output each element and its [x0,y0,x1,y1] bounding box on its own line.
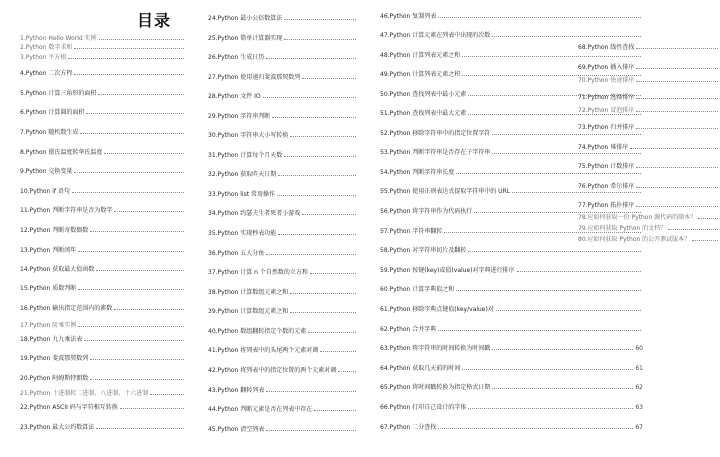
toc-entry[interactable] [380,11,643,20]
toc-entry-title: 39.Python 计算数组元素之和 [208,308,289,315]
dot-leader [68,58,184,59]
toc-entry[interactable] [20,147,186,156]
dot-leader [438,17,641,18]
toc-entry[interactable] [20,186,186,195]
toc-entry[interactable] [380,363,643,372]
toc-entry-title: 16.Python 输出指定范围内的素数 [20,305,113,312]
toc-entry-title: 57.Python 字符串翻转 [380,228,443,235]
toc-entry-title: 17.Python 阶乘实例 [20,322,77,329]
dot-leader [636,48,718,49]
dot-leader [636,81,718,82]
dot-leader [266,430,356,431]
toc-entry[interactable] [20,245,186,254]
dot-leader [456,173,641,174]
toc-entry[interactable] [208,248,358,257]
toc-entry[interactable] [20,127,186,136]
toc-entry[interactable] [20,52,186,61]
toc-entry[interactable] [578,75,720,84]
toc-entry[interactable] [380,30,643,39]
toc-entry-title: 35.Python 实现秒表功能 [208,230,277,237]
toc-entry-title: 36.Python 五人分鱼 [208,250,265,257]
toc-entry[interactable] [208,404,358,413]
dot-leader [98,94,184,95]
toc-entry-title: 4.Python 二次方程 [20,70,73,77]
toc-entry[interactable] [578,42,720,51]
toc-entry[interactable] [20,205,186,214]
toc-entry-title: 45.Python 清空列表 [208,426,265,433]
toc-entry[interactable] [578,105,720,114]
toc-entry-title: 62.Python 合并字典 [380,326,437,333]
toc-entry-title: 23.Python 最大公约数算法 [20,424,95,431]
dot-leader [90,379,184,380]
dot-leader [320,351,356,352]
toc-entry[interactable] [208,228,358,237]
toc-entry-title: 43.Python 翻转列表 [208,387,265,394]
dot-leader [284,19,356,20]
dot-leader [636,68,718,69]
dot-leader [266,391,356,392]
toc-entry-title: 19.Python 斐波那契数列 [20,355,89,362]
dot-leader [314,410,356,411]
dot-leader [636,128,718,129]
dot-leader [150,394,184,395]
dot-leader [114,309,184,310]
toc-entry[interactable] [20,422,186,431]
toc-page-number: 60 [635,345,643,352]
toc-entry-title: 9.Python 交换变量 [20,168,73,175]
dot-leader [308,332,356,333]
toc-entry-title: 50.Python 查找列表中最小元素 [380,91,467,98]
dot-leader [468,251,641,252]
toc-entry[interactable] [380,50,643,59]
toc-entry-title: 28.Python 文件 IO [208,93,261,100]
toc-entry-title: 64.Python 获取几天前的时间 [380,365,461,372]
dot-leader [462,56,641,57]
toc-entry-title: 51.Python 查找列表中最大元素 [380,110,467,117]
toc-entry-title: 33.Python list 常用操作 [208,191,275,198]
toc-entry-title: 42.Python 将列表中的指定位置的两个元素对调 [208,367,337,374]
dot-leader [636,187,718,188]
toc-entry-title: 59.Python 按键(key)或值(value)对字典进行排序 [380,267,515,274]
toc-entry[interactable] [578,142,720,151]
dot-leader [310,273,356,274]
dot-leader [72,192,184,193]
toc-entry-title: 66.Python 打印自己设计的字体 [380,404,467,411]
toc-entry-title: 77.Python 拓扑排序 [578,202,635,209]
dot-leader [277,195,356,196]
toc-entry-title: 56.Python 将字符串作为代码执行 [380,208,473,215]
toc-entry-title: 13.Python 判断闰年 [20,247,77,254]
dot-leader [99,39,184,40]
dot-leader [512,192,641,193]
toc-entry[interactable] [578,181,720,190]
dot-leader [114,211,184,212]
dot-leader [636,206,718,207]
toc-entry-title: 41.Python 将列表中的头尾两个元素对调 [208,347,319,354]
toc-entry-title: 40.Python 数组翻转指定个数的元素 [208,328,307,335]
toc-entry[interactable] [20,88,186,97]
toc-entry-title: 76.Python 希尔排序 [578,183,635,190]
dot-leader [468,114,641,115]
dot-leader [104,153,184,154]
dot-leader [290,293,356,294]
dot-leader [302,214,356,215]
toc-entry[interactable] [380,343,643,352]
toc-entry[interactable] [208,150,358,159]
toc-entry[interactable] [208,33,358,42]
toc-entry[interactable] [208,287,358,296]
toc-entry-title: 71.Python 选择排序 [578,94,635,101]
toc-entry[interactable] [20,320,186,329]
toc-entry-title: 34.Python 约瑟夫生者死者小游戏 [208,210,301,217]
toc-page-number: 61 [635,365,643,372]
toc-entry[interactable] [20,166,186,175]
dot-leader [74,74,184,75]
toc-entry[interactable] [380,324,643,333]
toc-entry-title: 49.Python 计算列表元素之积 [380,71,461,78]
toc-entry-title: 27.Python 使用递归斐波那契数列 [208,74,301,81]
toc-entry[interactable] [20,68,186,77]
dot-leader [263,97,356,98]
toc-entry-title: 60.Python 计算字典值之和 [380,286,455,293]
dot-leader [74,172,184,173]
dot-leader [462,369,633,370]
toc-entry[interactable] [380,284,643,293]
toc-entry-title: 80.应如何获取 Python 的公开测试版本？ [578,236,691,243]
toc-entry-title: 46.Python 复制列表 [380,13,437,20]
toc-entry[interactable] [208,91,358,100]
toc-entry-title: 11.Python 判断字符串是否为数字 [20,207,113,214]
toc-entry[interactable] [208,365,358,374]
toc-entry[interactable] [208,326,358,335]
toc-entry-title: 2.Python 数字求和 [20,44,73,51]
toc-entry[interactable] [208,424,358,433]
dot-leader [278,234,356,235]
dot-leader [290,312,356,313]
toc-entry-title: 12.Python 判断奇数偶数 [20,227,89,234]
dot-leader [284,39,356,40]
toc-entry[interactable] [20,107,186,116]
toc-entry-title: 68.Python 线性查找 [578,44,635,51]
dot-leader [444,232,641,233]
toc-entry-title: 25.Python 简单计算器实现 [208,35,283,42]
toc-entry-title: 26.Python 生成日历 [208,54,265,61]
toc-entry-title: 22.Python ASCII 码与字符相互转换 [20,404,118,411]
toc-entry-title: 79.应如何获取 Python 的文档？ [578,225,667,232]
toc-entry[interactable] [208,306,358,315]
toc-entry-title: 32.Python 获取昨天日期 [208,171,277,178]
toc-entry[interactable] [578,92,720,101]
dot-leader [468,408,633,409]
toc-entry[interactable] [380,402,643,411]
toc-entry[interactable] [380,422,643,431]
toc-entry-title: 20.Python 阿姆斯特朗数 [20,375,89,382]
dot-leader [692,240,718,241]
dot-leader [80,133,184,134]
dot-leader [492,349,633,350]
dot-leader [272,117,356,118]
dot-leader [456,290,641,291]
toc-entry-title: 30.Python 字符串大小写转换 [208,132,289,139]
toc-entry-title: 65.Python 将时间戳转换为指定格式日期 [380,384,491,391]
toc-entry[interactable] [20,334,186,343]
toc-entry[interactable] [380,245,643,254]
toc-entry[interactable] [578,234,720,243]
dot-leader [496,310,641,311]
dot-leader [74,48,184,49]
toc-entry-title: 63.Python 将字符串的时间转换为时间戳 [380,345,491,352]
dot-leader [492,153,641,154]
toc-entry[interactable] [20,283,186,292]
page-title: 目录 [136,11,171,30]
toc-entry[interactable] [20,225,186,234]
toc-entry-title: 54.Python 判断字符串长度 [380,169,455,176]
toc-entry-title: 5.Python 计算三角形的面积 [20,90,97,97]
toc-entry-title: 7.Python 随机数生成 [20,129,79,136]
dot-leader [668,229,718,230]
dot-leader [120,408,184,409]
toc-entry[interactable] [578,161,720,170]
toc-entry-title: 31.Python 计算每个月天数 [208,152,283,159]
dot-leader [86,113,184,114]
toc-entry-title: 72.Python 冒泡排序 [578,107,635,114]
toc-entry[interactable] [208,72,358,81]
toc-entry-title: 61.Python 移除字典点键值(key/value)对 [380,306,494,313]
toc-entry[interactable] [20,303,186,312]
toc-entry[interactable] [208,169,358,178]
toc-entry[interactable] [380,382,643,391]
toc-entry-title: 74.Python 堆排序 [578,144,629,151]
toc-page-number: 62 [635,384,643,391]
toc-entry[interactable] [20,353,186,362]
toc-entry[interactable] [380,265,643,274]
toc-entry-title: 24.Python 最小公倍数算法 [208,15,283,22]
toc-entry[interactable] [20,388,186,397]
toc-entry[interactable] [208,52,358,61]
toc-entry-title: 3.Python 平方根 [20,54,67,61]
toc-entry-title: 48.Python 计算列表元素之和 [380,52,461,59]
dot-leader [492,134,641,135]
dot-leader [630,148,718,149]
toc-entry-title: 70.Python 快速排序 [578,77,635,84]
dot-leader [278,175,356,176]
toc-entry-title: 73.Python 归并排序 [578,124,635,131]
toc-entry[interactable] [578,223,720,232]
toc-entry[interactable] [578,122,720,131]
dot-leader [96,428,184,429]
dot-leader [636,98,718,99]
toc-entry-title: 14.Python 获取最大值函数 [20,266,95,273]
toc-entry[interactable] [208,13,358,22]
toc-entry-title: 15.Python 质数判断 [20,285,77,292]
toc-entry[interactable] [20,402,186,411]
dot-leader [266,254,356,255]
dot-leader [492,36,641,37]
toc-entry[interactable] [208,130,358,139]
toc-entry[interactable] [208,189,358,198]
toc-entry[interactable] [208,345,358,354]
dot-leader [517,271,641,272]
toc-entry-title: 53.Python 判断字符串是否存在子字符串 [380,149,491,156]
dot-leader [338,371,356,372]
toc-entry-title: 29.Python 字符串判断 [208,113,271,120]
toc-entry[interactable] [20,33,186,42]
toc-entry[interactable] [578,62,720,71]
toc-entry-title: 44.Python 判断元素是否在列表中存在 [208,406,313,413]
toc-entry-title: 78.应如何获取一份 Python 源代码的副本？ [578,214,697,221]
toc-entry-title: 75.Python 计数排序 [578,163,635,170]
toc-entry-title: 69.Python 插入排序 [578,64,635,71]
toc-entry[interactable] [208,111,358,120]
toc-entry-title: 1.Python Hello World 实例 [20,35,97,42]
toc-entry-title: 38.Python 计算数组元素之和 [208,289,289,296]
dot-leader [636,111,718,112]
dot-leader [84,340,184,341]
dot-leader [438,428,633,429]
toc-entry-title: 6.Python 计算圆的面积 [20,109,85,116]
toc-entry-title: 8.Python 摄氏温度转华氏温度 [20,149,103,156]
dot-leader [698,218,718,219]
toc-entry-title: 55.Python 使用正则表达式提取字符串中的 URL [380,188,511,195]
toc-entry-title: 10.Python if 语句 [20,188,70,195]
dot-leader [78,251,184,252]
toc-entry[interactable] [208,208,358,217]
toc-entry[interactable] [578,200,720,209]
dot-leader [284,156,356,157]
toc-entry-title: 52.Python 移除字符串中的指定位置字符 [380,130,491,137]
toc-page-number: 63 [635,404,643,411]
dot-leader [90,359,184,360]
dot-leader [302,78,356,79]
dot-leader [438,330,641,331]
dot-leader [96,270,184,271]
toc-entry-title: 58.Python 对字符串切片及翻转 [380,247,467,254]
toc-entry[interactable] [208,385,358,394]
toc-entry-title: 47.Python 计算元素在列表中出现的次数 [380,32,491,39]
dot-leader [78,326,184,327]
toc-entry-title: 18.Python 九九乘法表 [20,336,83,343]
dot-leader [266,58,356,59]
toc-entry-title: 21.Python 十进制转二进制、八进制、十六进制 [20,390,149,397]
toc-entry[interactable] [380,304,643,313]
dot-leader [492,388,633,389]
dot-leader [90,231,184,232]
dot-leader [78,289,184,290]
toc-entry-title: 37.Python 计算 n 个自然数的立方和 [208,269,308,276]
dot-leader [636,167,718,168]
toc-entry[interactable] [208,267,358,276]
toc-entry-title: 67.Python 二分查找 [380,424,437,431]
toc-entry[interactable] [20,264,186,273]
toc-entry[interactable] [20,373,186,382]
toc-page-number: 67 [635,424,643,431]
dot-leader [290,136,356,137]
toc-entry[interactable] [578,212,720,221]
toc-entry[interactable] [20,42,186,51]
